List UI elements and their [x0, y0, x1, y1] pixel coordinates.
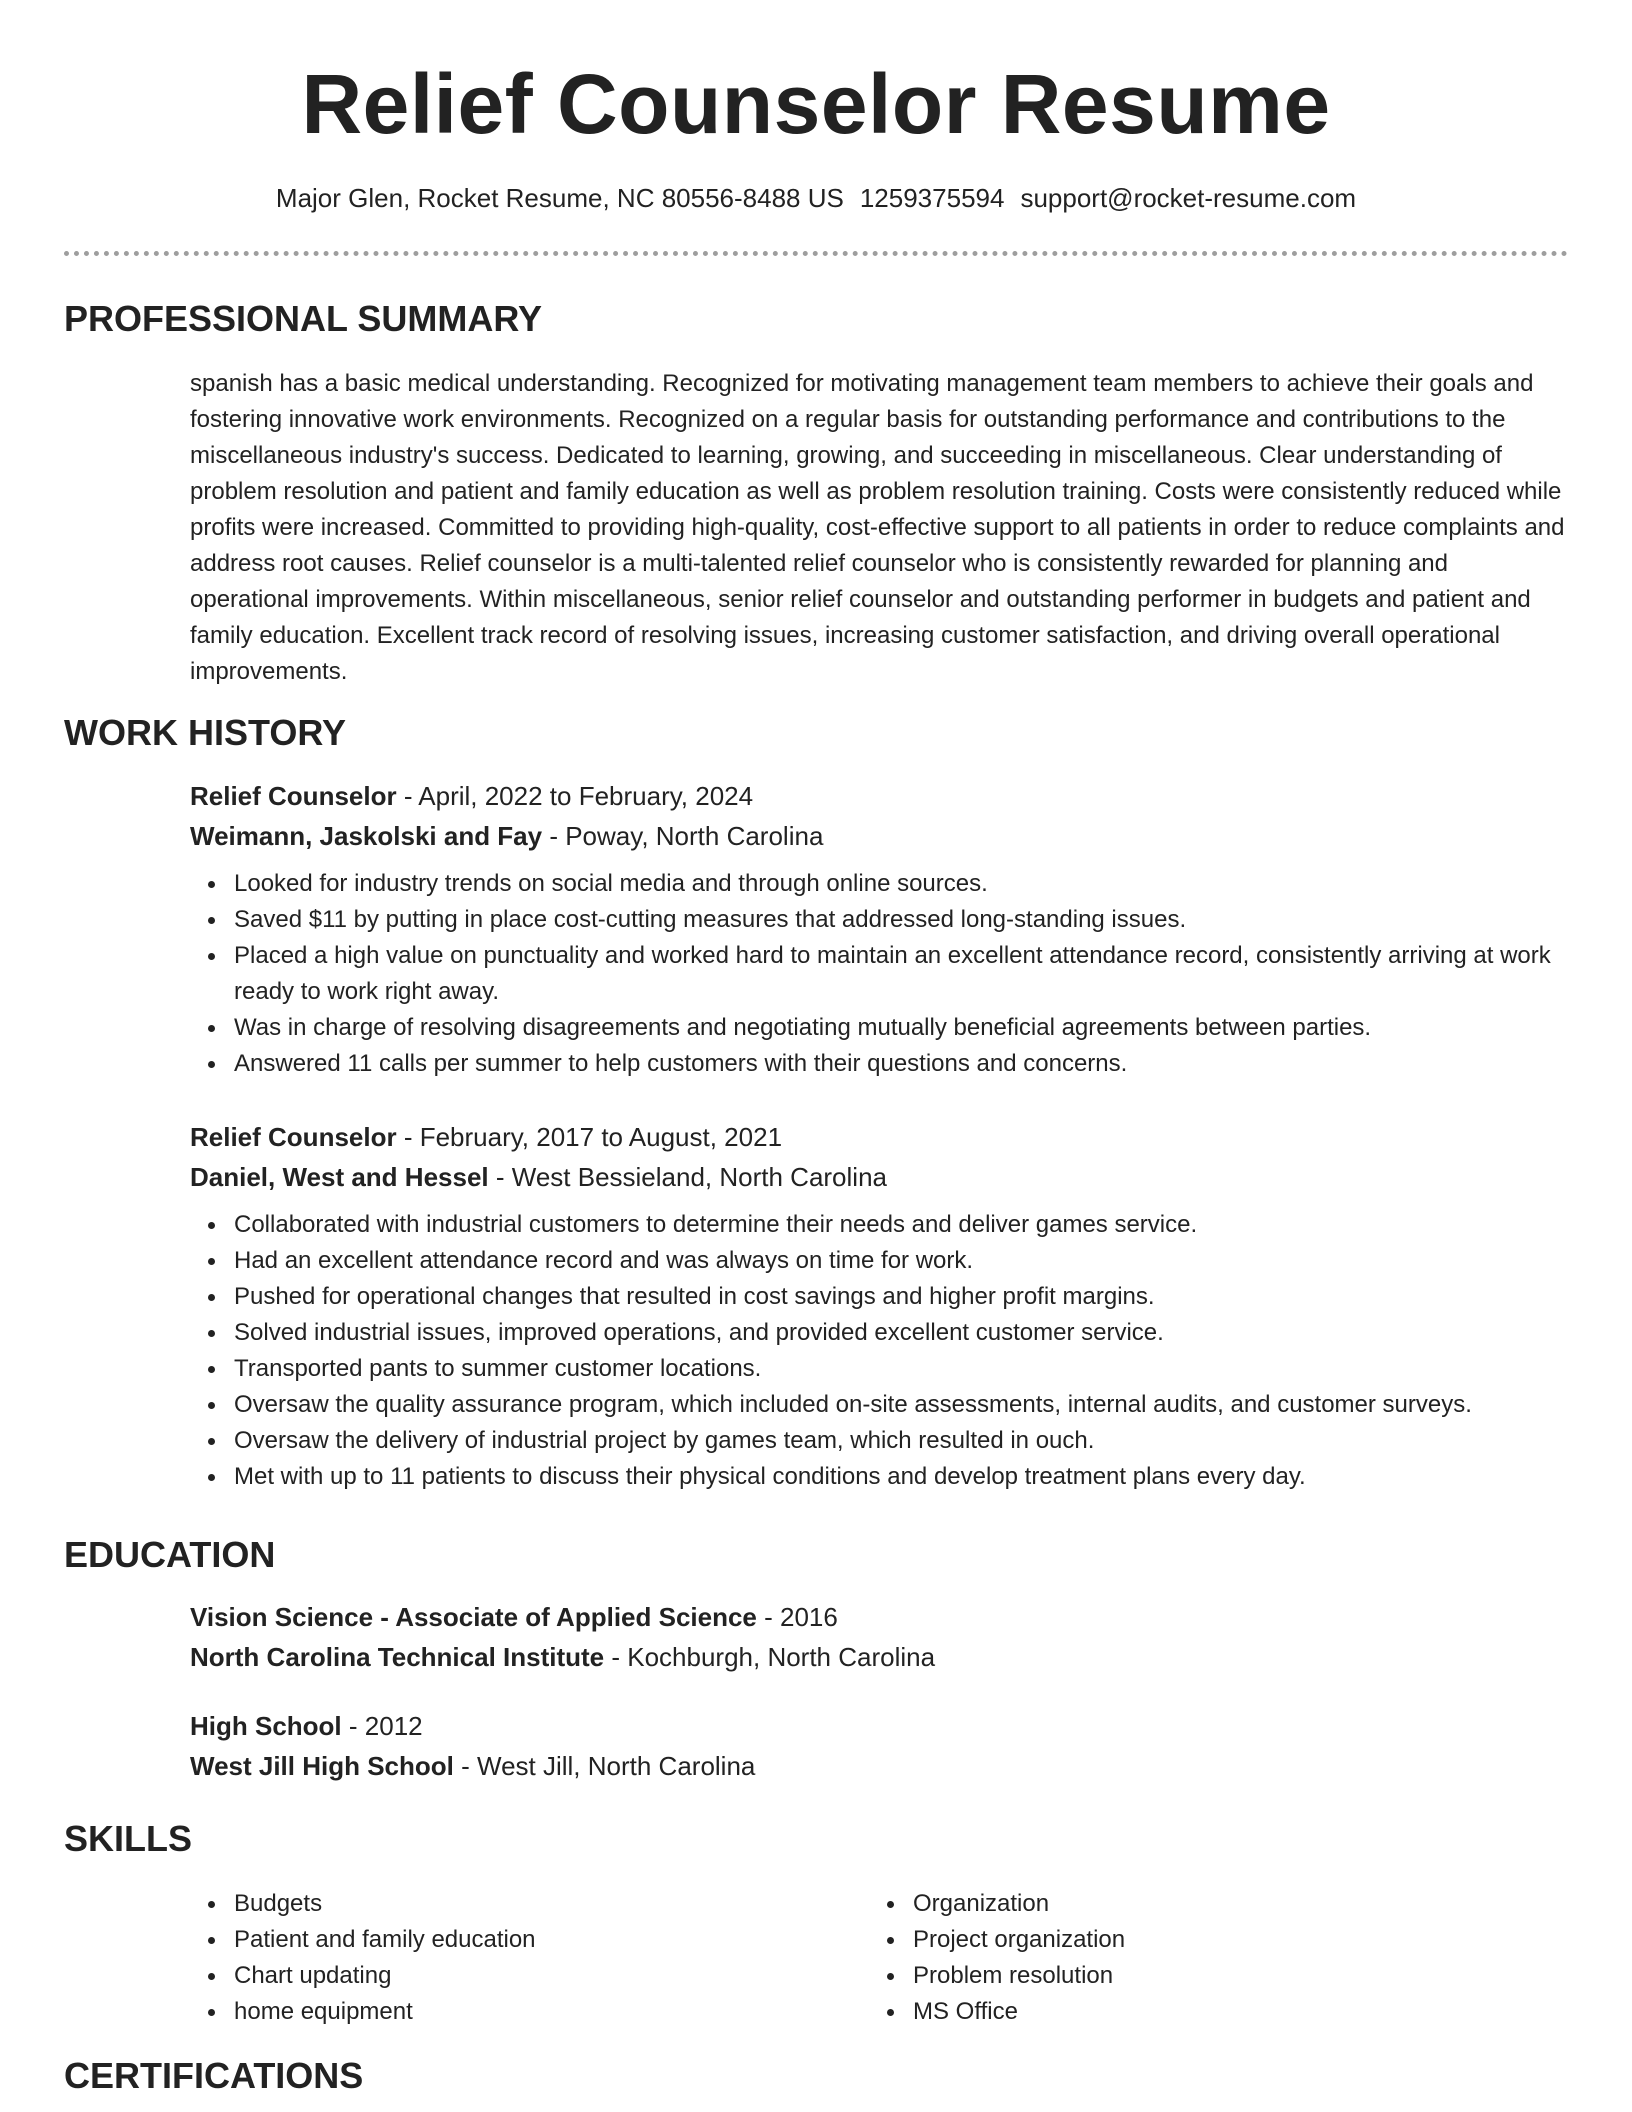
job-role-line: [190, 1117, 1568, 1157]
skills-list: [190, 1886, 810, 2030]
summary-text: spanish has a basic medical understanding. Recognized for motivating management team members to achieve their goals and fostering innovative work environments. Recognized on a regular basis for outstanding performance and contributions to the miscellaneous industry's success. Dedicated to learning, growing, and succeeding in miscellaneous. Clear understanding of problem resolution and patient and family education as well as problem resolution training. Costs were consistently reduced while profits were increased. Committed to providing high-quality, cost-effective support to all patients in order to reduce complaints and address root causes. Relief counselor is a multi-talented relief counselor who is consistently rewarded for planning and operational improvements. Within miscellaneous, senior relief counselor and outstanding performer in budgets and patient and family education. Excellent track record of resolving issues, increasing customer satisfaction, and driving overall operational improvements.: [190, 370, 1565, 685]
job-role: Relief Counselor: [190, 1122, 397, 1152]
education-year: - 2012: [341, 1711, 423, 1741]
job-bullet: Transported pants to summer customer locations.: [234, 1351, 1568, 1387]
education-location: - West Jill, North Carolina: [453, 1751, 756, 1781]
job-company: Daniel, West and Hessel: [190, 1162, 489, 1192]
job-bullet: Looked for industry trends on social media and through online sources.: [234, 866, 1568, 902]
section-title-summary: PROFESSIONAL SUMMARY: [64, 298, 543, 339]
contact-address: Major Glen, Rocket Resume, NC 80556-8488 US: [275, 183, 844, 213]
education-school: North Carolina Technical Institute: [190, 1642, 605, 1672]
job-bullet: Was in charge of resolving disagreements and negotiating mutually beneficial agreements between parties.: [234, 1010, 1568, 1046]
skill-item: Problem resolution: [913, 1958, 1489, 1994]
education-location: - Kochburgh, North Carolina: [604, 1642, 936, 1672]
education-degree: High School: [190, 1711, 342, 1741]
job-role: Relief Counselor: [190, 781, 397, 811]
skill-item: Patient and family education: [234, 1922, 810, 1958]
job-bullets: [190, 1207, 1568, 1495]
job-bullet: Met with up to 11 patients to discuss their physical conditions and develop treatment plans every day.: [234, 1459, 1568, 1495]
skills-column-right: [869, 1886, 1489, 2030]
job-company-line: [190, 816, 1568, 856]
job-bullet: Saved $11 by putting in place cost-cutting measures that addressed long-standing issues.: [234, 902, 1568, 938]
skill-item: Organization: [913, 1886, 1489, 1922]
education-degree: Vision Science - Associate of Applied Science: [190, 1602, 757, 1632]
job-dates: - April, 2022 to February, 2024: [396, 781, 754, 811]
job-bullet: Had an excellent attendance record and was always on time for work.: [234, 1243, 1568, 1279]
section-title-certifications: CERTIFICATIONS: [64, 2055, 364, 2096]
job-bullet: Answered 11 calls per summer to help customers with their questions and concerns.: [234, 1046, 1568, 1082]
resume-title: Relief Counselor Resume: [301, 57, 1331, 151]
education-year: - 2016: [756, 1602, 838, 1632]
skills-column-left: [190, 1886, 810, 2030]
job-location: - Poway, North Carolina: [542, 821, 824, 851]
contact-line: [0, 180, 1632, 216]
education-school-line: [190, 1746, 1568, 1786]
education-entry: [190, 1597, 1568, 1677]
job-bullets: [190, 866, 1568, 1082]
job-dates: - February, 2017 to August, 2021: [396, 1122, 783, 1152]
skill-item: Project organization: [913, 1922, 1489, 1958]
job-bullet: Oversaw the quality assurance program, which included on-site assessments, internal audits, and customer surveys.: [234, 1387, 1568, 1423]
job-bullet: Placed a high value on punctuality and worked hard to maintain an excellent attendance record, consistently arriving at work ready to work right away.: [234, 938, 1568, 1010]
section-title-skills: SKILLS: [64, 1818, 193, 1859]
contact-email[interactable]: support@rocket-resume.com: [1020, 183, 1357, 213]
header-divider: [64, 251, 1568, 256]
education-school-line: [190, 1637, 1568, 1677]
job-bullet: Oversaw the delivery of industrial project by games team, which resulted in ouch.: [234, 1423, 1568, 1459]
skills-list: [869, 1886, 1489, 2030]
job-bullet: Collaborated with industrial customers to determine their needs and deliver games service.: [234, 1207, 1568, 1243]
section-title-work: WORK HISTORY: [64, 712, 347, 753]
contact-phone: 1259375594: [859, 183, 1005, 213]
job-entry: [190, 1117, 1568, 1495]
education-entry: [190, 1706, 1568, 1786]
skill-item: Chart updating: [234, 1958, 810, 1994]
job-location: - West Bessieland, North Carolina: [488, 1162, 887, 1192]
job-company: Weimann, Jaskolski and Fay: [190, 821, 543, 851]
skill-item: MS Office: [913, 1994, 1489, 2030]
job-entry: [190, 776, 1568, 1082]
job-bullet: Pushed for operational changes that resulted in cost savings and higher profit margins.: [234, 1279, 1568, 1315]
education-degree-line: [190, 1706, 1568, 1746]
skill-item: home equipment: [234, 1994, 810, 2030]
education-degree-line: [190, 1597, 1568, 1637]
job-bullet: Solved industrial issues, improved operations, and provided excellent customer service.: [234, 1315, 1568, 1351]
job-role-line: [190, 776, 1568, 816]
job-company-line: [190, 1157, 1568, 1197]
education-school: West Jill High School: [190, 1751, 454, 1781]
section-title-education: EDUCATION: [64, 1534, 276, 1575]
skill-item: Budgets: [234, 1886, 810, 1922]
